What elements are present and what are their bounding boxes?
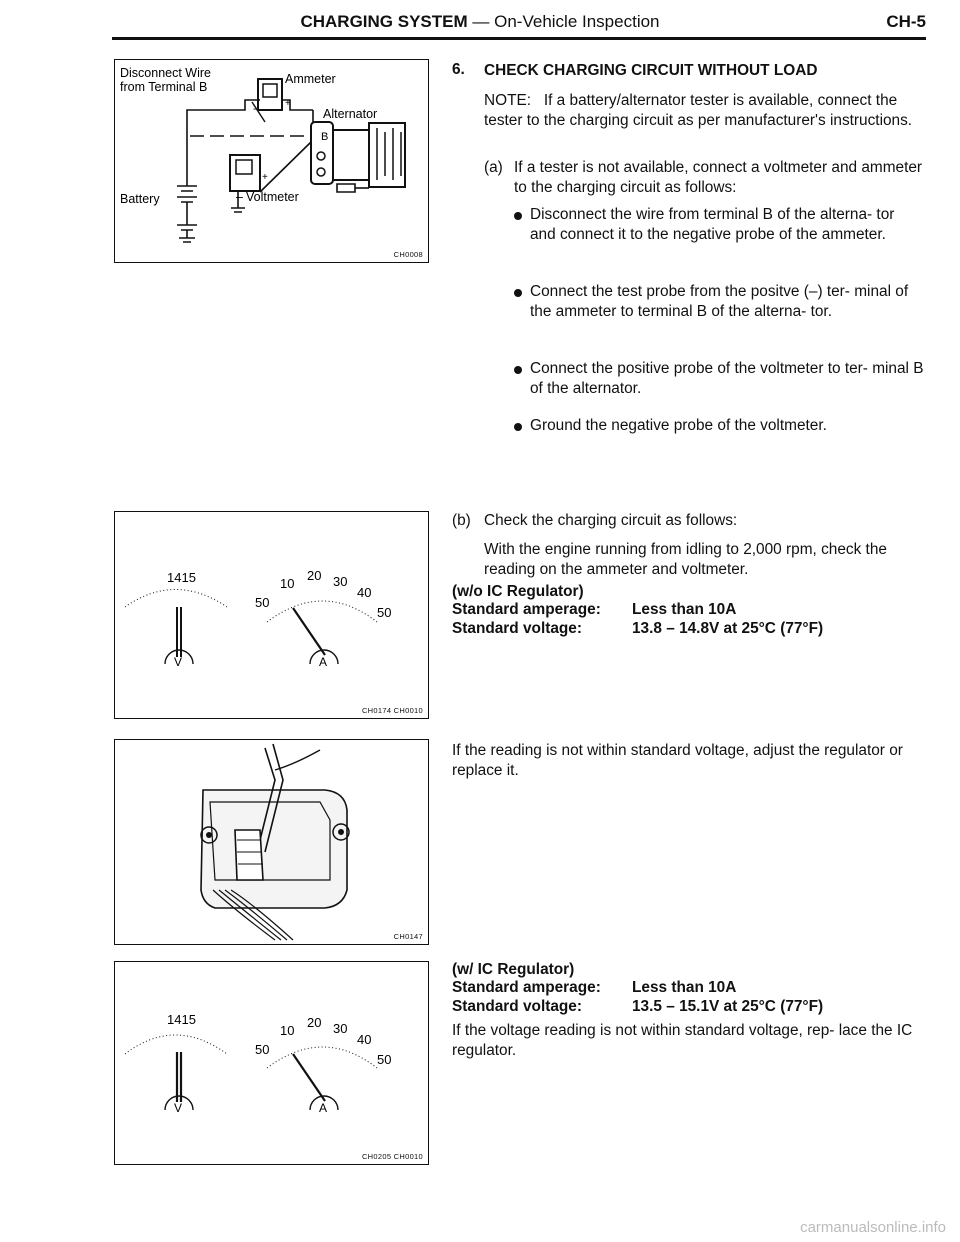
spec-volt-val: 13.5 – 15.1V at 25°C (77°F): [632, 998, 824, 1015]
meter-figure-2: [114, 961, 429, 1165]
spec-amp-val: Less than 10A: [632, 979, 737, 996]
svg-text:-: -: [253, 104, 257, 115]
meter-diagram-1: [115, 512, 428, 718]
page-number: CH-5: [886, 12, 926, 31]
ammeter-label: Ammeter: [285, 72, 336, 86]
section-title: CHARGING SYSTEM: [300, 12, 468, 31]
note: [484, 91, 924, 131]
header-dash: —: [472, 12, 490, 31]
wo-ic-note-text: If the reading is not within standard voltage, adjust the regulator or replace it.: [452, 742, 903, 779]
header-subtitle: On-Vehicle Inspection: [494, 12, 660, 31]
amp-scale-2: 20: [307, 1015, 322, 1030]
site-footer: carmanualsonline.info: [800, 1219, 946, 1236]
alternator-label: Alternator: [323, 107, 378, 121]
figure-code: CH0008: [393, 250, 423, 259]
sub-b-label: (b): [452, 512, 471, 529]
volt-needle: [177, 1052, 181, 1102]
amp-scale-5: 50: [377, 1052, 392, 1067]
header-rule: [112, 37, 926, 40]
volt-scale: 1415: [167, 1012, 196, 1027]
spec-volt-key: Standard voltage:: [452, 998, 582, 1015]
amp-unit: A: [319, 1101, 328, 1115]
bullet-text: Ground the negative probe of the voltmeter.: [530, 417, 827, 434]
amp-scale-3: 30: [333, 1021, 348, 1036]
amp-scale-3: 30: [333, 574, 348, 589]
bullet-item: [530, 205, 924, 245]
amp-needle: [293, 608, 325, 655]
amp-scale-4: 40: [357, 1032, 372, 1047]
amp-scale-2: 20: [307, 568, 322, 583]
meter-figure-1: [114, 511, 429, 719]
spec-amp-key: Standard amperage:: [452, 979, 601, 996]
sub-b-detail: With the engine running from idling to 2,000 rpm, check the reading on the ammeter and voltmeter.: [484, 541, 887, 578]
svg-text:+: +: [285, 98, 291, 109]
page-header: [0, 12, 960, 32]
amp-scale-4: 40: [357, 585, 372, 600]
w-ic-note-text: If the voltage reading is not within standard voltage, rep- lace the IC regulator.: [452, 1022, 913, 1059]
volt-scale: 1415: [167, 570, 196, 585]
battery-label: Battery: [120, 192, 160, 206]
bullet-text: Connect the test probe from the positve (–) ter- minal of the ammeter to terminal B of the alterna- tor.: [530, 283, 909, 320]
spec-heading: (w/ IC Regulator): [452, 961, 575, 978]
voltmeter-label: Voltmeter: [246, 190, 299, 204]
amp-scale-1: 10: [280, 576, 295, 591]
amp-scale-1: 10: [280, 1023, 295, 1038]
figure-code: CH0174 CH0010: [361, 706, 423, 715]
connector: [235, 830, 263, 880]
volt-scale-arc: [125, 590, 227, 608]
figure-code: CH0147: [393, 932, 423, 941]
spec-heading: (w/o IC Regulator): [452, 583, 584, 600]
bullet-icon: [514, 423, 522, 431]
bullet-icon: [514, 366, 522, 374]
sub-a-text: If a tester is not available, connect a voltmeter and ammeter to the charging circuit as follows:: [514, 159, 923, 196]
bullet-text: Connect the positive probe of the voltmeter to ter- minal B of the alternator.: [530, 360, 924, 397]
meter-diagram-2: [115, 962, 428, 1164]
disconnect-label-2: from Terminal B: [120, 80, 208, 94]
amp-scale-arc: [267, 1047, 377, 1068]
bullet-item: [530, 359, 924, 399]
spec-amp-key: Standard amperage:: [452, 601, 601, 618]
sub-a-label: (a): [484, 159, 503, 176]
amp-scale-5: 50: [377, 605, 392, 620]
terminal-b-label: B: [321, 131, 329, 143]
bullet-icon: [514, 212, 522, 220]
regulator-figure: [114, 739, 429, 945]
figure-code: CH0205 CH0010: [361, 1152, 423, 1161]
bullet-item: [530, 416, 924, 436]
spec-volt-val: 13.8 – 14.8V at 25°C (77°F): [632, 620, 824, 637]
note-text: If a battery/alternator tester is available, connect the tester to the charging circuit as per manufacturer's instructions.: [484, 92, 913, 129]
amp-scale-arc: [267, 601, 377, 622]
svg-text:–: –: [236, 190, 243, 204]
spec-volt-key: Standard voltage:: [452, 620, 582, 637]
battery-symbol: [177, 182, 197, 242]
step-title: CHECK CHARGING CIRCUIT WITHOUT LOAD: [484, 62, 818, 79]
bullet-item: [530, 282, 924, 322]
regulator-body: [201, 790, 347, 908]
disconnect-label-1: Disconnect Wire: [120, 66, 211, 80]
bullet-text: Disconnect the wire from terminal B of the alterna- tor and connect it to the negative probe of the ammeter.: [530, 206, 895, 243]
bullet-icon: [514, 289, 522, 297]
volt-unit: V: [174, 655, 183, 669]
amp-unit: A: [319, 655, 328, 669]
note-label: NOTE:: [484, 92, 532, 109]
amp-scale-0: 50: [255, 1042, 270, 1057]
spec-amp-val: Less than 10A: [632, 601, 737, 618]
step-number: 6.: [452, 61, 465, 78]
regulator-illustration: [115, 740, 428, 944]
amp-scale-0: 50: [255, 595, 270, 610]
svg-text:+: +: [262, 172, 268, 183]
wiring-diagram: [115, 60, 428, 262]
volt-scale-arc: [125, 1035, 227, 1054]
volt-unit: V: [174, 1101, 183, 1115]
amp-needle: [293, 1054, 325, 1101]
wiring-diagram-figure: [114, 59, 429, 263]
sub-b-text: Check the charging circuit as follows:: [484, 512, 738, 529]
